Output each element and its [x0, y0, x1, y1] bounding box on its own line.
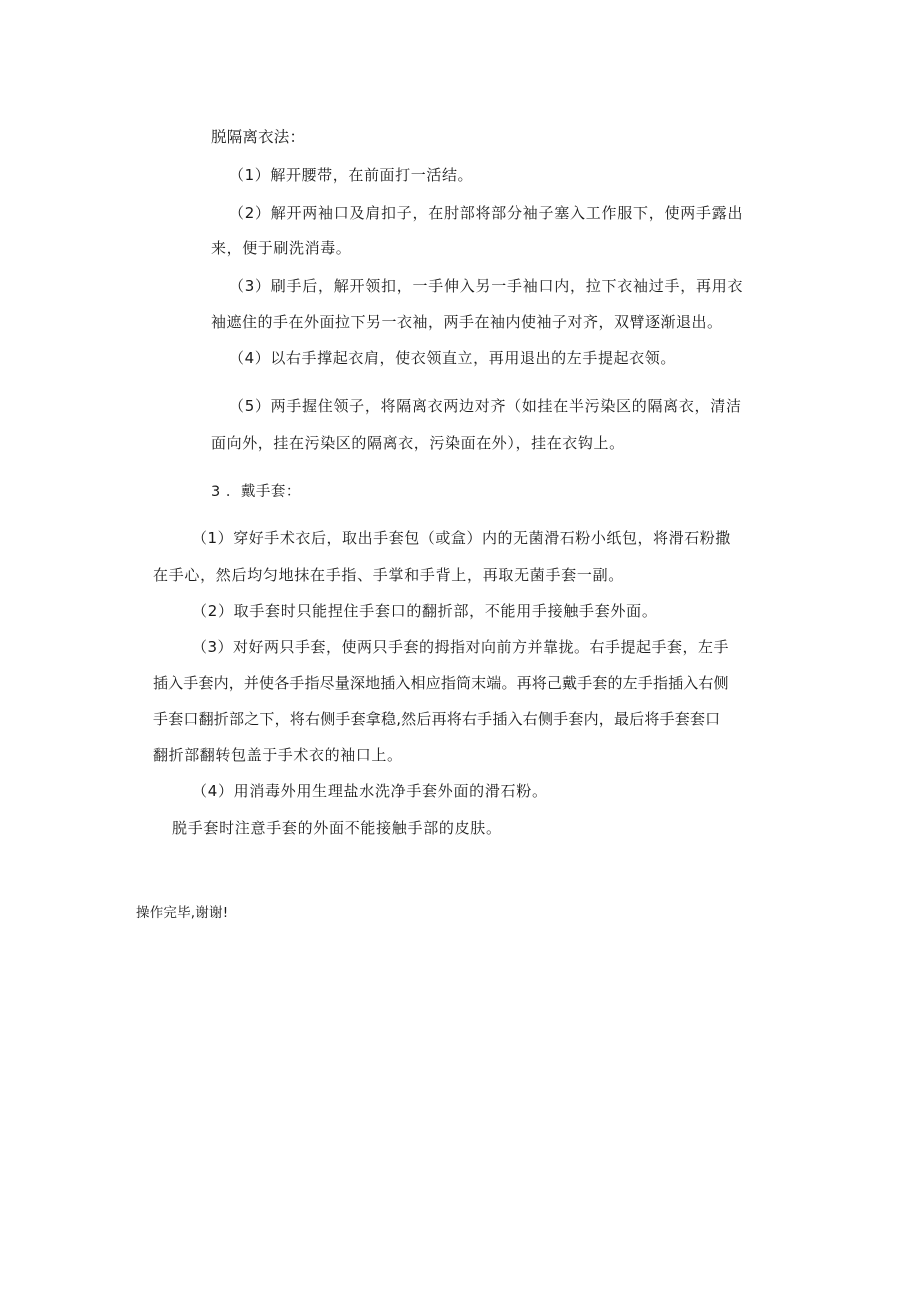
undress-step-3-line-2: 袖遮住的手在外面拉下另一衣袖，两手在袖内使袖子对齐，双臂逐渐退出。 [211, 313, 723, 331]
gloves-step-4: （4）用消毒外用生理盐水洗净手套外面的滑石粉。 [192, 782, 548, 800]
undress-step-2-line-1: （2）解开两袖口及肩扣子，在肘部将部分袖子塞入工作服下，使两手露出 [229, 204, 744, 222]
gloves-step-1-line-2: 在手心，然后均匀地抹在手指、手掌和手背上，再取无菌手套一副。 [153, 566, 625, 584]
gloves-step-2: （2）取手套时只能捏住手套口的翻折部，不能用手接触手套外面。 [192, 602, 658, 620]
closing-remark: 操作完毕,谢谢! [136, 905, 229, 921]
undress-gown-title: 脱隔离衣法： [211, 128, 306, 146]
gloves-removal-note: 脱手套时注意手套的外面不能接触手部的皮肤。 [172, 819, 502, 837]
undress-step-4: （4）以右手撑起衣肩，使衣领直立，再用退出的左手提起衣领。 [229, 349, 676, 367]
undress-step-3-line-1: （3）刷手后，解开领扣，一手伸入另一手袖口内，拉下衣袖过手，再用衣 [229, 277, 744, 295]
gloves-step-3-line-3: 手套口翻折部之下，将右侧手套拿稳,然后再将右手插入右侧手套内，最后将手套套口 [153, 710, 721, 728]
gloves-section-title: 3 ．戴手套： [211, 484, 301, 500]
undress-step-5-line-2: 面向外，挂在污染区的隔离衣，污染面在外），挂在衣钩上。 [211, 434, 625, 452]
undress-step-5-line-1: （5）两手握住领子，将隔离衣两边对齐（如挂在半污染区的隔离衣，清洁 [229, 397, 742, 415]
gloves-step-3-line-4: 翻折部翻转包盖于手术衣的袖口上。 [153, 746, 403, 764]
undress-step-2-line-2: 来，便于刷洗消毒。 [211, 239, 352, 257]
undress-step-1: （1）解开腰带，在前面打一活结。 [229, 166, 474, 184]
gloves-step-3-line-1: （3）对好两只手套，使两只手套的拇指对向前方并靠拢。右手提起手套，左手 [192, 638, 730, 656]
gloves-step-1-line-1: （1）穿好手术衣后，取出手套包（或盒）内的无菌滑石粉小纸包，将滑石粉撒 [192, 529, 731, 547]
gloves-step-3-line-2: 插入手套内，并使各手指尽量深地插入相应指筒末端。再将己戴手套的左手指插入右侧 [153, 674, 729, 692]
